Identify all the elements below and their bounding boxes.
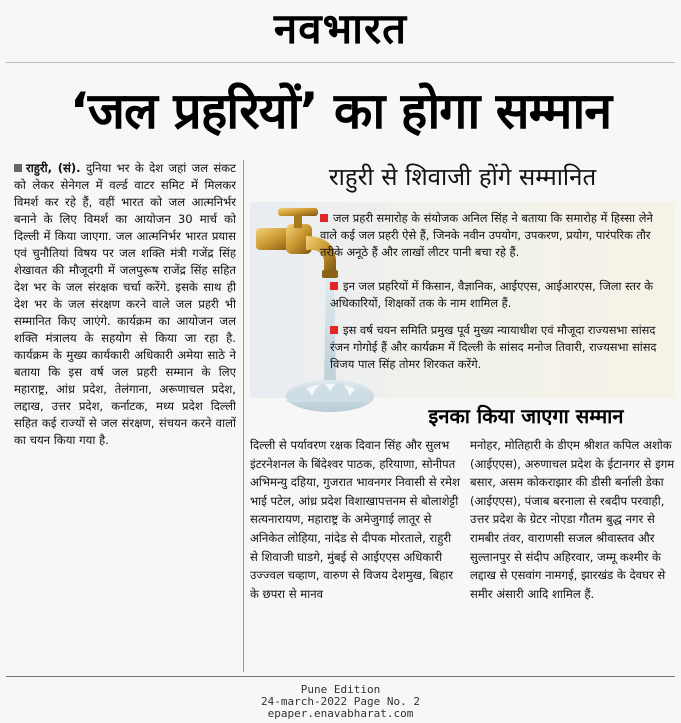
dateline: राहुरी, (सं). (26, 161, 81, 175)
masthead: नवभारत (273, 4, 408, 53)
red-square-bullet-icon (330, 326, 338, 334)
footer (0, 684, 681, 720)
red-square-bullet-icon (320, 214, 328, 222)
honorees-column-2: मनोहर, मोतिहारी के डीएम श्रीशत कपिल अशोक (आईएएस), अरुणाचल प्रदेश के ईटानगर से इगम बसार, असम कोकराझार की डीसी बर्नाली डेका (आईएएस), पंजाब बरनाला से रबदीप परवाही, उत्तर प्रदेश के ग्रेटर नोएडा गौतम बुद्ध नगर से रामबीर तंवर, वाराणसी सजल श्रीवास्तव और सुल्तानपुर से संदीप अहिरवार, जम्मू कश्मीर के लद्दाख से एसवांग नामगई, झारखंड के देवघर से समीर अंसारी आदि शामिल हैं. (470, 438, 675, 601)
headline: ‘जल प्रहरियों’ का होगा सम्मान (69, 82, 612, 140)
bottom-divider (6, 676, 675, 677)
top-divider (6, 62, 675, 63)
square-bullet-icon (14, 164, 22, 172)
highlight-1 (320, 210, 672, 266)
highlight-2 (330, 278, 672, 318)
highlight-text: जल प्रहरी समारोह के संयोजक अनिल सिंह ने बताया कि समारोह में हिस्सा लेने वाले कई जल प्रहरी ऐसे हैं, जिनके नवीन उपयोग, उपकरण, प्रयोग, पारंपरिक तौर तरीके अनूठे हैं और लाखों लीटर पानी बचा रहे हैं. (320, 211, 653, 259)
honorees-column-1: दिल्ली से पर्यावरण रक्षक दिवान सिंह और सुलभ इंटरनेशनल के बिंदेश्वर पाठक, हरियाणा, सोनीपत अभिमन्यु दहिया, गुजरात भावनगर निवासी से रमेश भाई पटेल, आंध्र प्रदेश विशाखापत्तनम से बोलाशेट्टी सत्यनारायण, महाराष्ट्र के अमेजुगाई लातूर से अनिकेत लोहिया, नांदेड से दीपक मोरताले, राहुरी से शिवाजी घाडगे, मुंबई से आईएएस अधिकारी उज्ज्वल चव्हाण, वारुण से विजय देशमुख, बिहार के छपरा से मानव (250, 438, 460, 601)
subheadline: राहुरी से शिवाजी होंगे सम्मानित (328, 163, 597, 191)
footer-edition: Pune Edition (300, 683, 381, 696)
footer-date-page: 24-march-2022 Page No. 2 (261, 695, 420, 708)
column-divider (243, 160, 244, 672)
highlight-text: इस वर्ष चयन समिति प्रमुख पूर्व मुख्य न्यायाधीश एवं मौजूदा राज्यसभा सांसद रंजन गोगोई हैं और कार्यक्रम में दिल्ली के सांसद मनोज तिवारी, राज्यसभा सांसद विजय पाल सिंह तोमर शिरकत करेंगे. (330, 323, 657, 371)
highlight-3 (330, 322, 672, 378)
honorees-heading: इनका किया जाएगा सम्मान (428, 404, 624, 428)
article-body-column (14, 160, 236, 672)
footer-url: epaper.enavabharat.com (267, 707, 414, 720)
article-text: दुनिया भर के देश जहां जल संकट को लेकर सेनेगल में वर्ल्ड वाटर समिट में मिलकर विमर्श कर रहे हैं, वहीं भारत को जल आत्मनिर्भर बनाने के लिए विमर्श का आयोजन 30 मार्च को दिल्ली में किया जाएगा. जल आत्मनिर्भर भारत प्रयास एवं चुनौतियां विषय पर जल शक्ति मंत्री गजेंद्र सिंह शेखावत की मौजूदगी में जलपुरूष राजेंद्र सिंह सहित देश भर के जल संरक्षक चर्चा करेंगे. इसके साथ ही देश भर के जल संरक्षण करने वाले जल प्रहरी भी सम्मानित किए जाएंगे. कार्यक्रम का आयोजन जल शक्ति मंत्रालय के सहयोग से किया जा रहा है. कार्यक्रम के मुख्य कार्यकारी अधिकारी अमेया साठे ने बताया कि इस वर्ष जल प्रहरी सम्मान के लिए महाराष्ट्र, आंध्र प्रदेश, तेलंगाना, अरूणाचल प्रदेश, लद्दाख, उत्तर प्रदेश, कर्नाटक, मध्य प्रदेश दिल्ली सहित कई राज्यों से जल संरक्षण, संचयन करने वालों का चयन किया गया है. (14, 161, 236, 447)
red-square-bullet-icon (330, 282, 338, 290)
highlight-text: इन जल प्रहरियों में किसान, वैज्ञानिक, आईएएस, आईआरएस, जिला स्तर के अधिकारियों, शिक्षकों तक के नाम शामिल हैं. (330, 279, 654, 310)
